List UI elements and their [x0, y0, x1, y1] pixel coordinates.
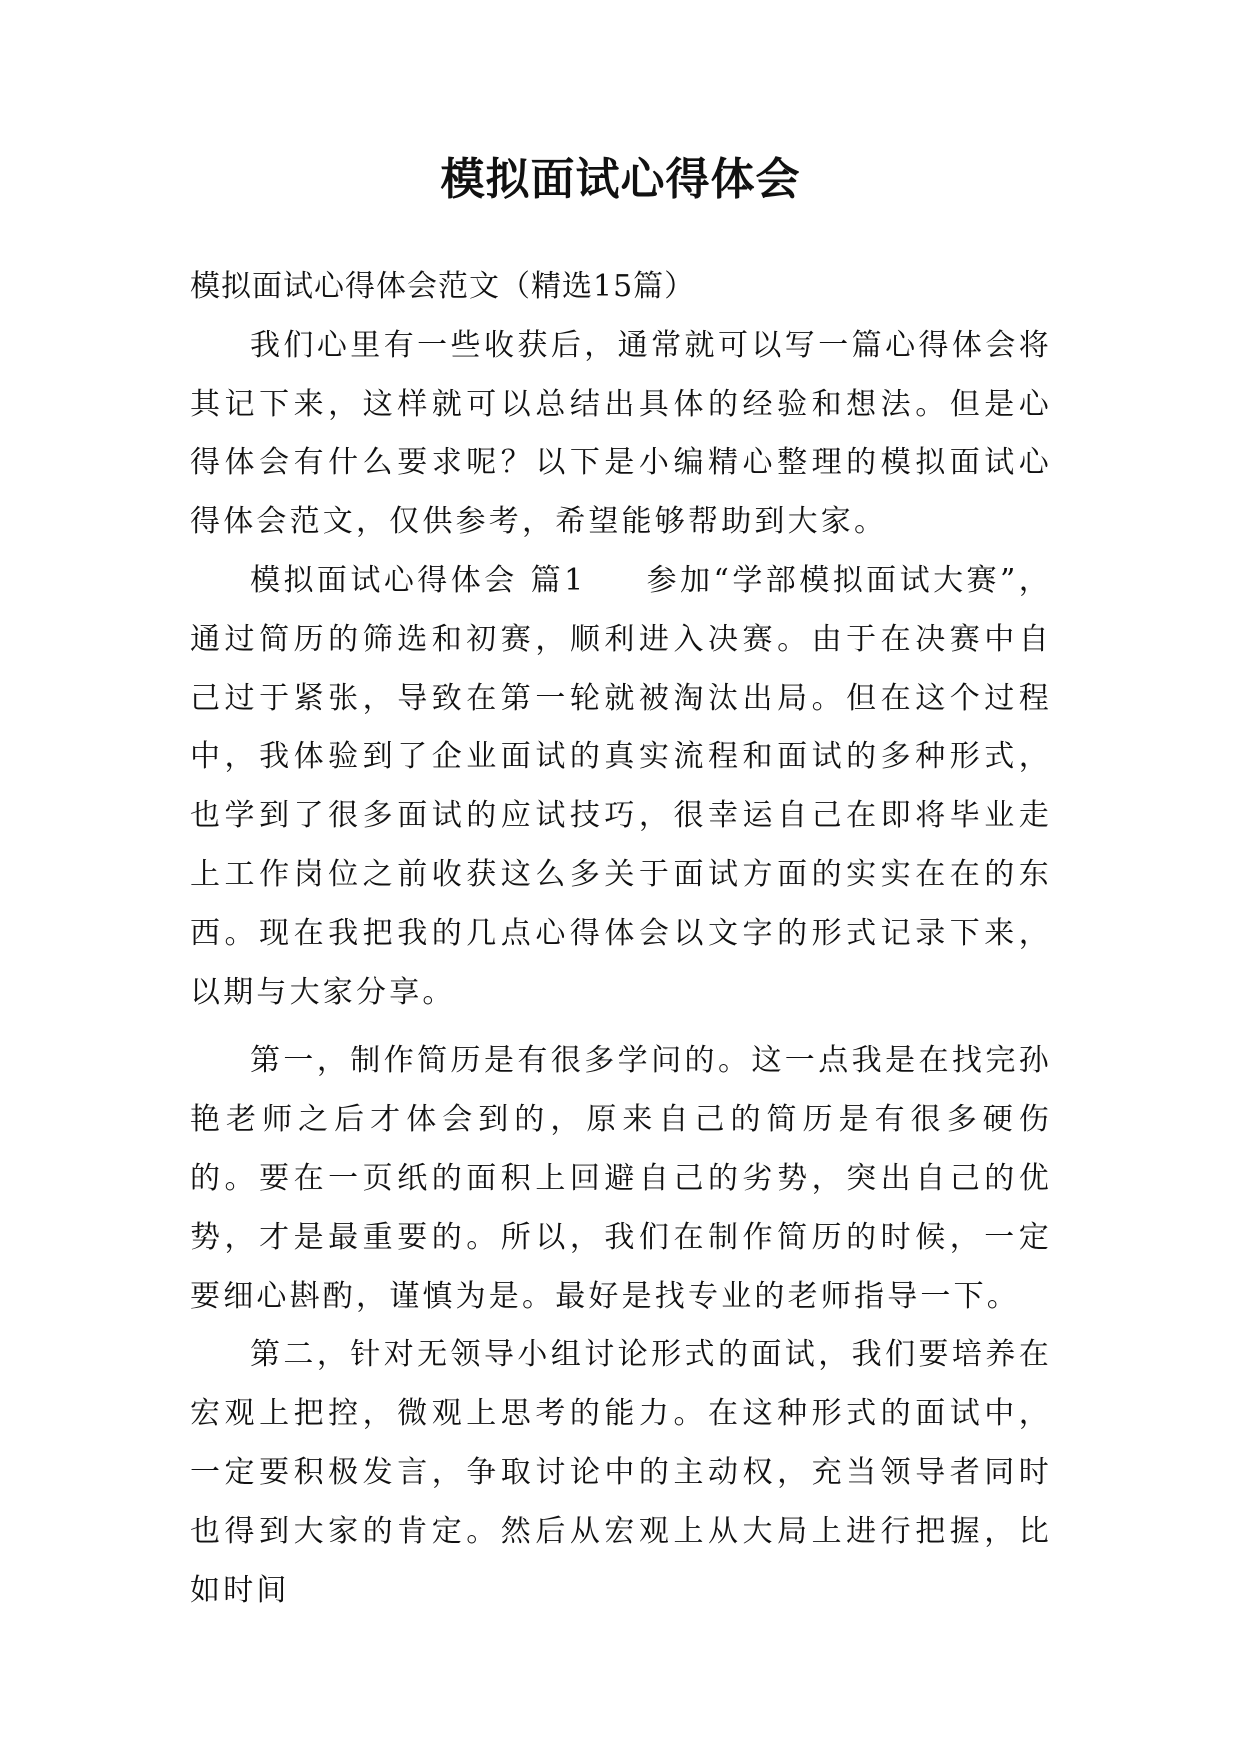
document-subtitle: 模拟面试心得体会范文（精选15篇）: [190, 269, 696, 304]
paragraph-spacer: [190, 1022, 1052, 1032]
intro-paragraph: 我们心里有一些收获后，通常就可以写一篇心得体会将其记下来，这样就可以总结出具体的经验和想法。但是心得体会有什么要求呢？以下是小编精心整理的模拟面试心得体会范文，仅供参考，希望能够帮助到大家。: [190, 327, 1052, 540]
document-body: [190, 258, 1052, 1620]
document-title: 模拟面试心得体会: [440, 154, 801, 205]
section-1-body: 参加“学部模拟面试大赛”，通过简历的筛选和初赛，顺利进入决赛。由于在决赛中自己过于紧张，导致在第一轮就被淘汰出局。但在这个过程中，我体验到了企业面试的真实流程和面试的多种形式，也学到了很多面试的应试技巧，很幸运自己在即将毕业走上工作岗位之前收获这么多关于面试方面的实实在在的东西。现在我把我的几点心得体会以文字的形式记录下来，以期与大家分享。: [190, 562, 1052, 1010]
section-1-heading: 模拟面试心得体会 篇1: [250, 562, 587, 598]
point-2-paragraph: 第二，针对无领导小组讨论形式的面试，我们要培养在宏观上把控，微观上思考的能力。在这种形式的面试中，一定要积极发言，争取讨论中的主动权，充当领导者同时也得到大家的肯定。然后从宏观上从大局上进行把握，比如时间: [190, 1337, 1052, 1608]
section-1-paragraph: [190, 552, 1052, 1022]
point-1-paragraph: 第一，制作简历是有很多学问的。这一点我是在找完孙艳老师之后才体会到的，原来自己的简历是有很多硬伤的。要在一页纸的面积上回避自己的劣势，突出自己的优势，才是最重要的。所以，我们在制作简历的时候，一定要细心斟酌，谨慎为是。最好是找专业的老师指导一下。: [190, 1043, 1052, 1314]
